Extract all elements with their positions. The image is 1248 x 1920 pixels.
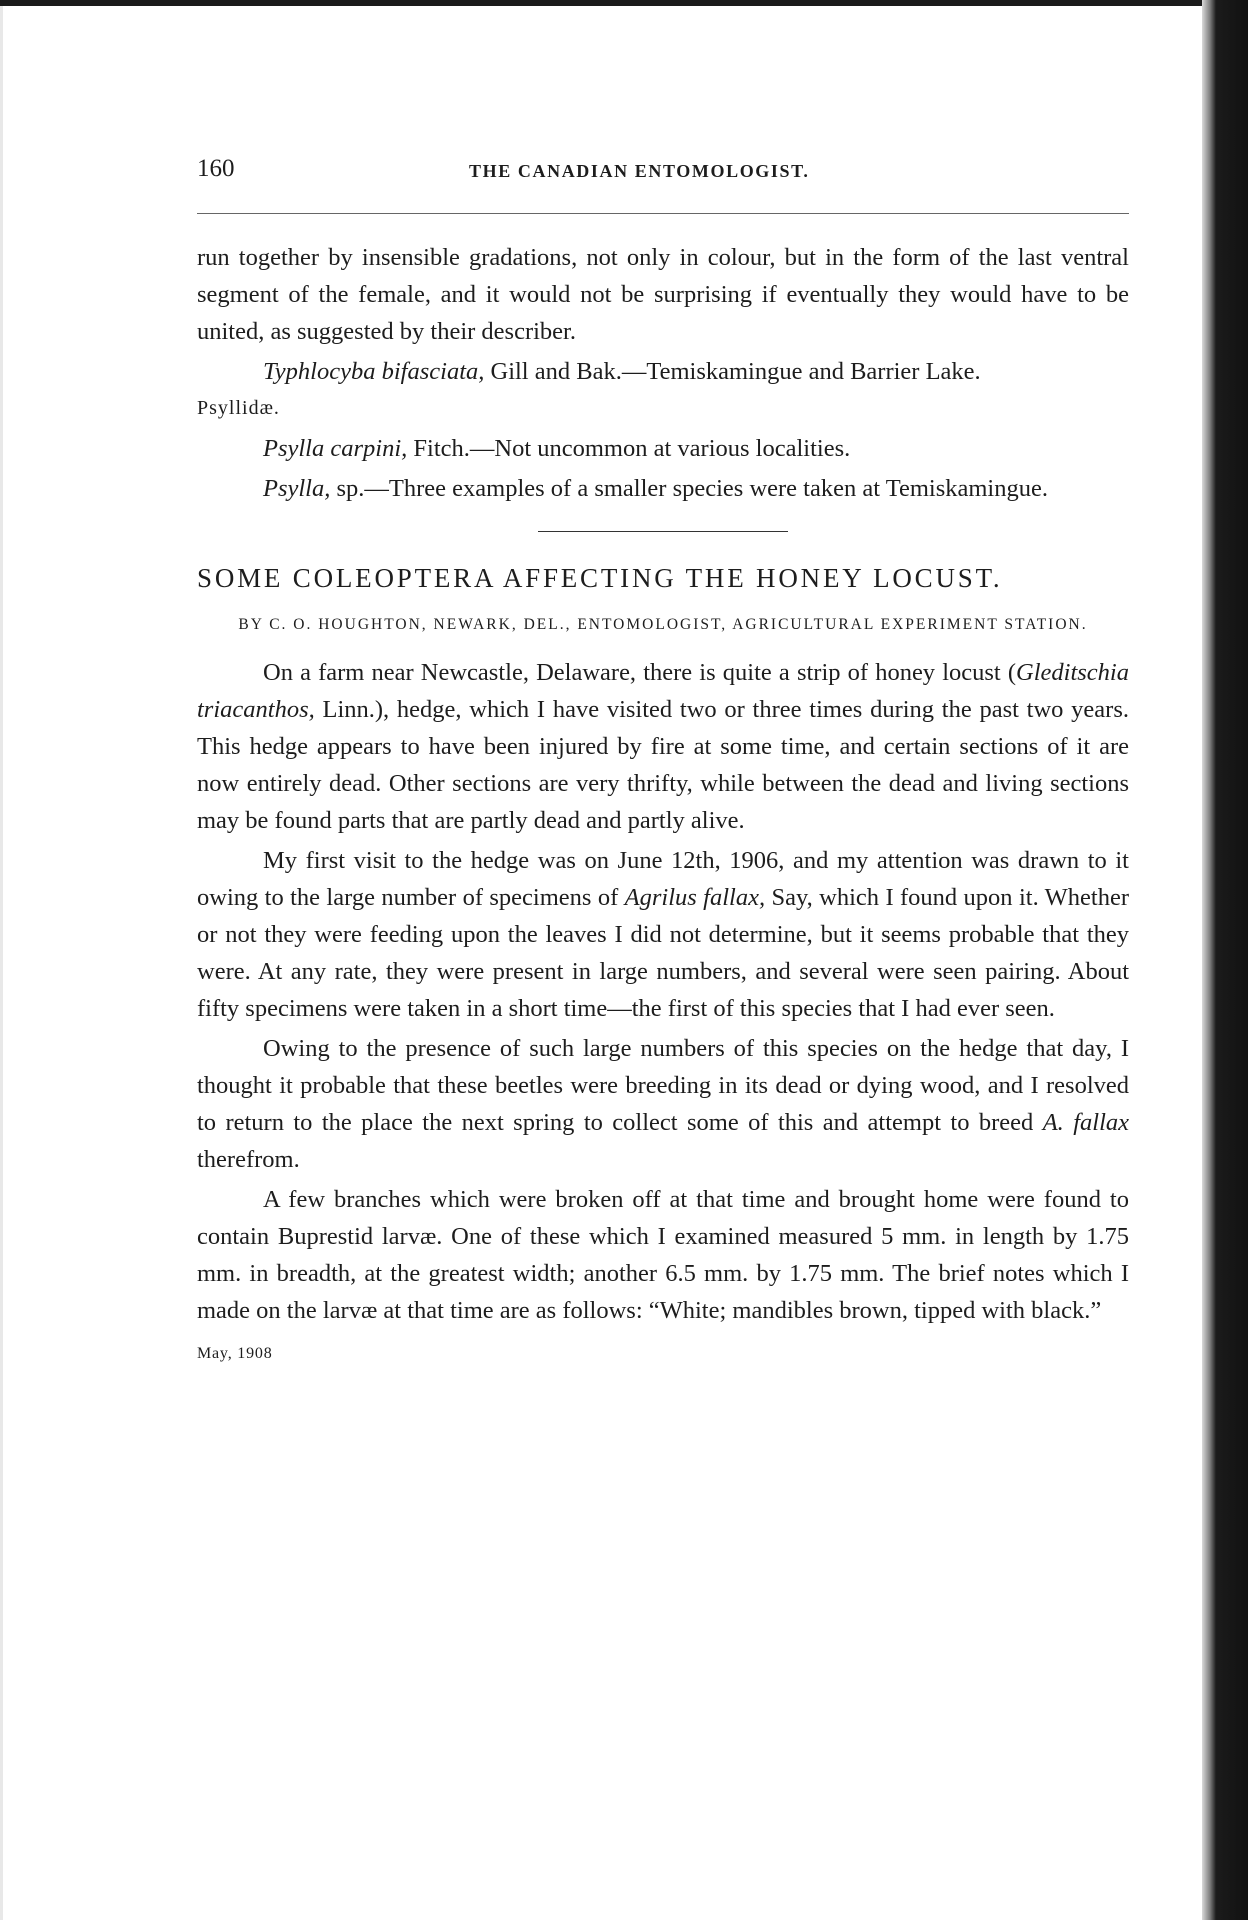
psylla-carpini-entry xyxy=(197,430,1129,467)
article-paragraph-4: A few branches which were broken off at that time and brought home were found to contain Buprestid larvæ. One of these which I examined measured 5 mm. in length by 1.75 mm. in breadth, at the greatest width; another 6.5 mm. by 1.75 mm. The brief notes which I made on the larvæ at that time are as follows: “White; mandibles brown, tipped with black.” xyxy=(197,1186,1129,1324)
article-title: SOME COLEOPTERA AFFECTING THE HONEY LOCUST. xyxy=(197,563,1003,593)
issue-date: May, 1908 xyxy=(197,1345,273,1362)
species-note: Fitch.—Not uncommon at various localities. xyxy=(413,435,851,462)
header-rule xyxy=(197,213,1129,214)
page-number: 160 xyxy=(197,155,235,182)
article-paragraph-1 xyxy=(197,654,1129,839)
text-run: Say, which I found upon it. Whether or not they were feeding upon the leaves I did not determine, but it seems probable that they were. At any rate, they were present in large numbers, and several were seen pairing. About fifty specimens were taken in a short time—the first of this species that I had ever seen. xyxy=(197,884,1129,1022)
section-divider xyxy=(538,531,788,532)
text-run: therefrom. xyxy=(197,1146,300,1173)
page-body xyxy=(197,239,1129,1372)
text-run: Linn.), hedge, which I have visited two or three times during the past two years. This hedge appears to have been injured by fire at some time, and certain sections of it are now entirely dead. Other sections are very thrifty, while between the dead and living sections may be found parts that are partly dead and partly alive. xyxy=(197,696,1129,834)
journal-page xyxy=(197,155,1129,1362)
continuation-paragraph: run together by insensible gradations, not only in colour, but in the form of the last ventral segment of the female, and it would not be surprising if eventually they would have to be united, as suggested by their describer. xyxy=(197,244,1129,345)
text-run: Owing to the presence of such large numbers of this species on the hedge that day, I thought it probable that these beetles were breeding in its dead or dying wood, and I resolved to return to the place the next spring to collect some of this and attempt to breed xyxy=(197,1035,1129,1136)
page-header xyxy=(197,155,1129,191)
running-title: THE CANADIAN ENTOMOLOGIST. xyxy=(469,161,810,181)
species-name: Typhlocyba bifasciata, xyxy=(263,358,485,385)
species-name: Psylla carpini, xyxy=(263,435,408,462)
book-spine-shadow xyxy=(1202,0,1248,1920)
article-paragraph-2 xyxy=(197,842,1129,1027)
species-name: A. fallax xyxy=(1042,1109,1129,1136)
article-paragraph-3 xyxy=(197,1030,1129,1178)
species-note: Gill and Bak.—Temiskamingue and Barrier Lake. xyxy=(490,358,981,385)
text-run: My first visit to the hedge was on June 12th, 1906, and my attention was drawn to it owing to the large number of specimens of xyxy=(197,847,1129,911)
scan-top-border xyxy=(0,0,1210,6)
family-heading: Psyllidæ. xyxy=(197,397,280,419)
typhlocyba-entry xyxy=(197,353,1129,390)
page-left-edge xyxy=(0,0,3,1920)
psylla-sp-entry xyxy=(197,470,1129,507)
species-note: sp.—Three examples of a smaller species were taken at Temiskamingue. xyxy=(336,475,1048,502)
species-name: Psylla, xyxy=(263,475,331,502)
species-name: Gleditschia triacanthos, xyxy=(197,659,1129,723)
article-byline: BY C. O. HOUGHTON, NEWARK, DEL., ENTOMOLOGIST, AGRICULTURAL EXPERIMENT STATION. xyxy=(238,616,1088,633)
text-run: On a farm near Newcastle, Delaware, there is quite a strip of honey locust ( xyxy=(263,659,1017,686)
species-name: Agrilus fallax, xyxy=(624,884,766,911)
